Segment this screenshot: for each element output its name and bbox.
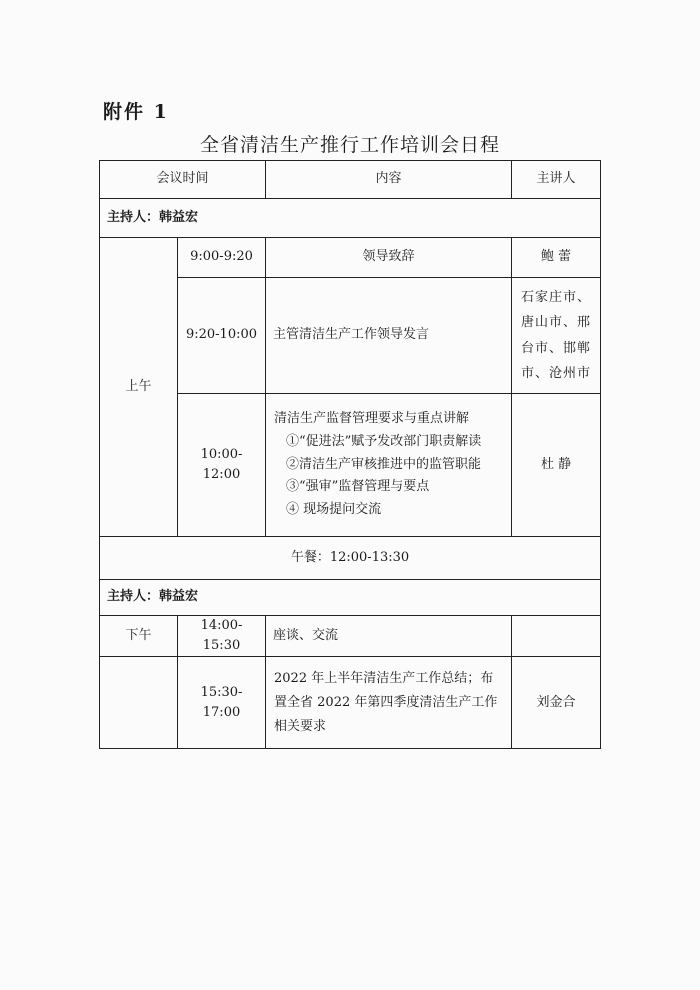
speaker-cell: 鲍 蕾 [512,238,601,278]
host-row [100,199,601,238]
content-cell [266,657,512,749]
content-cell: 领导致辞 [266,238,512,278]
speaker-line: 市、沧州市 [521,365,592,381]
content-line: ①“促进法”赋予发改部门职责解读 [286,433,482,449]
content-cell: 座谈、交流 [266,616,512,657]
schedule-table [99,160,601,749]
host-text: 主持人：韩益宏 [100,580,601,616]
session-label-afternoon: 下午 [100,616,178,657]
content-line: ④ 现场提问交流 [286,502,382,518]
table-row [100,616,601,657]
content-line: ③“强审”监督管理与要点 [286,479,430,495]
time-cell: 9:00-9:20 [178,238,266,278]
attachment-label: 附件 1 [103,101,169,123]
header-row [100,161,601,199]
content-line: 置全省 2022 年第四季度清洁生产工作 [274,694,498,710]
header-time: 会议时间 [100,161,266,199]
content-line: 2022 年上半年清洁生产工作总结；布 [274,670,494,686]
header-speaker: 主讲人 [512,161,601,199]
content-cell [266,394,512,537]
header-content: 内容 [266,161,512,199]
speaker-cell [512,278,601,394]
speaker-cell [512,616,601,657]
time-cell: 15:30-17:00 [178,657,266,749]
time-cell: 10:00-12:00 [178,394,266,537]
host-text: 主持人：韩益宏 [100,199,601,238]
speaker-line: 石家庄市、 [521,289,592,305]
session-label-empty [100,657,178,749]
content-cell: 主管清洁生产工作领导发言 [266,278,512,394]
lunch-text: 午餐：12:00-13:30 [100,537,601,580]
content-line: 清洁生产监督管理要求与重点讲解 [274,411,470,427]
time-cell: 9:20-10:00 [178,278,266,394]
speaker-cell: 刘金合 [512,657,601,749]
lunch-row [100,537,601,580]
speaker-line: 唐山市、邢 [521,315,592,331]
table-row [100,238,601,278]
time-cell: 14:00-15:30 [178,616,266,657]
speaker-line: 台市、邯郸 [521,340,592,356]
content-line: 相关要求 [274,718,327,734]
table-row [100,657,601,749]
session-label-morning: 上午 [100,238,178,537]
host-row [100,580,601,616]
speaker-cell: 杜 静 [512,394,601,537]
document-title: 全省清洁生产推行工作培训会日程 [199,134,500,156]
content-line: ②清洁生产审核推进中的监管职能 [286,456,482,472]
